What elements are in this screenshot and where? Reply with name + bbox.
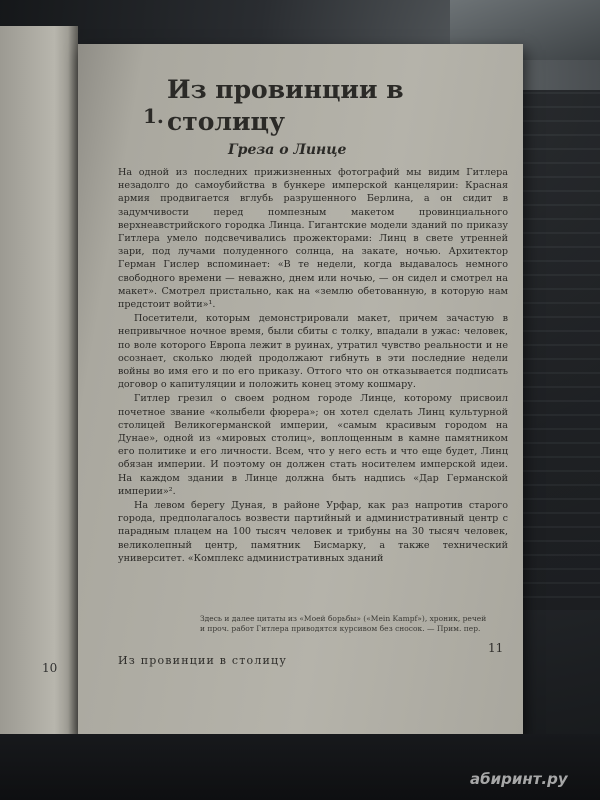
running-head: Из провинции в столицу bbox=[118, 654, 287, 667]
chapter-title: Из провинции в столицу bbox=[167, 75, 404, 136]
left-page-number: 10 bbox=[42, 661, 58, 675]
right-page-number: 11 bbox=[488, 641, 504, 655]
right-page bbox=[78, 44, 523, 734]
paragraph: Гитлер грезил о своем родном городе Линце, которому присвоил почетное звание «колыбели фюрера»; он хотел сделать Линц культурной столицей Великогерманской империи, «самым красивым городом на Дунае», одной из «мировых столиц», воплощенным в камне памятником его политике и его личности. Всем, что у него есть и что еще будет, Линц обязан империи. И поэтому он должен стать носителем имперской идеи. На каждом здании в Линце должна быть надпись «Дар Германской империи»². bbox=[118, 393, 508, 497]
paragraph: Посетители, которым демонстрировали макет, причем зачастую в непривычное ночное время, были сбиты с толку, впадали в ужас: человек, по воле которого Европа лежит в руинах, утратил чувство реальности и не осознает, сколько людей продолжают гибнуть в эти последние недели войны во имя его и по его приказу. Оттого что он отказывается подписать договор о капитуляции и положить конец этому кошмару. bbox=[118, 313, 508, 391]
watermark: абиринт.ру bbox=[470, 770, 568, 788]
body-text bbox=[118, 166, 508, 566]
book-spine-shadow bbox=[68, 26, 78, 746]
bottom-shadow bbox=[0, 734, 600, 800]
left-page bbox=[0, 26, 78, 746]
paragraph: На одной из последних прижизненных фотографий мы видим Гитлера незадолго до самоубийства в бункере имперской канцелярии: Красная армия продвигается вглубь разрушенного Берлина, а он сидит в задумчивости перед помпезным макетом провинциального верхнеавстрийского городка Линца. Гигантские модели зданий по приказу Гитлера умело подсвечивались прожекторами: Линц в свете утренней зари, под лучами полуденного солнца, на закате, ночью. Архитектор Герман Гислер вспоминает: «В те недели, когда выдавалось немного свободного времени — неважно, днем или ночью, — он сидел и смотрел на макет». Смотрел пристально, как на «землю обетованную, в которую нам предстоит войти»¹. bbox=[118, 167, 508, 311]
section-title: Греза о Линце bbox=[228, 142, 347, 158]
paragraph: На левом берегу Дуная, в районе Урфар, как раз напротив старого города, предполагалось возвести партийный и административный центр с парадным плацем на 100 тысяч человек и трибуны на 30 тысяч человек, великолепный центр, памятник Бисмарку, а также технический университет. «Комплекс административных зданий bbox=[118, 500, 508, 564]
chapter-number: 1. bbox=[143, 104, 164, 128]
background-keyboard bbox=[520, 90, 600, 610]
footnote: Здесь и далее цитаты из «Моей борьбы» («Mein Kampf»), хроник, речей и проч. работ Гитлера приводятся курсивом без сносок. — Прим. пер. bbox=[200, 614, 487, 633]
